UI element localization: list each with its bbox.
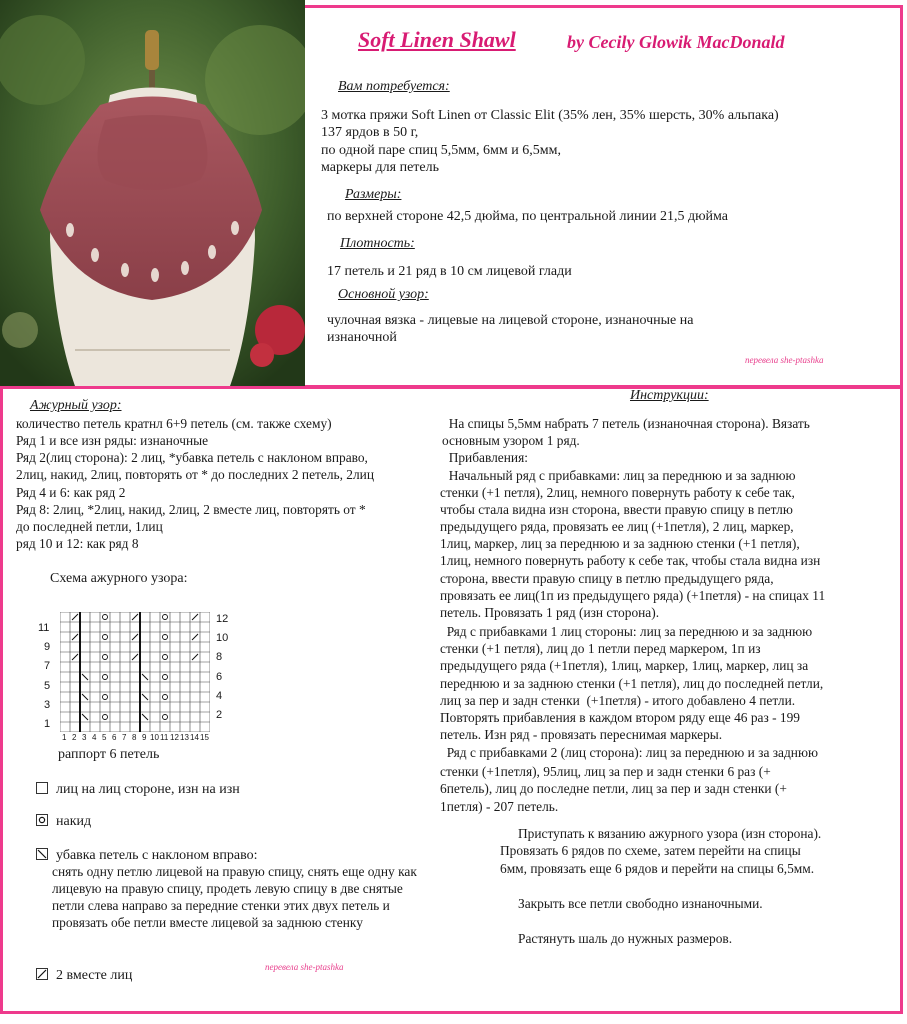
legend-knit-label: лиц на лиц стороне, изн на изн: [56, 782, 240, 797]
chart-row-right-12: 12: [216, 613, 229, 625]
instructions-line-23: 1петля) - 207 петель.: [440, 799, 559, 814]
lace-heading: Ажурный узор:: [30, 398, 122, 413]
ssk-decrease-icon: [36, 848, 48, 860]
lace-line-8: ряд 10 и 12: как ряд 8: [16, 536, 139, 551]
instructions-finish-1: Приступать к вязанию ажурного узора (изн сторона).: [518, 826, 822, 841]
yarn-over-icon: [36, 814, 48, 826]
lace-line-6: Ряд 8: 2лиц, *2лиц, накид, 2лиц, 2 вместе лиц, повторять от *: [16, 502, 366, 517]
instructions-line-22: 6петель), лиц до последне петли, лиц за пер и задн стенки (+: [440, 781, 787, 796]
instructions-line-2: основным узором 1 ряд.: [442, 433, 580, 448]
legend-ssk-detail-3: петли слева направо за передние стенки этих двух петель и: [52, 898, 390, 913]
pattern-author: by Cecily Glowik MacDonald: [567, 32, 785, 52]
instructions-line-17: лиц за пер и задн стенки (+1петля) - итого добавлено 4 петли.: [440, 693, 796, 708]
instructions-close: Закрыть все петли свободно изнаночными.: [518, 896, 763, 911]
gauge-heading: Плотность:: [340, 236, 415, 251]
materials-line-3: по одной паре спиц 5,5мм, 6мм и 6,5мм,: [321, 143, 561, 158]
legend-yo-label: накид: [56, 814, 92, 829]
instructions-line-15: предыдущего ряда (+1петля), 1лиц, маркер, 1лиц, маркер, лиц за: [440, 658, 809, 673]
empty-square-icon: [36, 782, 48, 794]
chart-col-7: 7: [122, 733, 127, 742]
translator-credit-bottom: перевела she-ptashka: [265, 962, 344, 972]
materials-heading: Вам потребуется:: [338, 79, 450, 94]
instructions-finish-2: Провязать 6 рядов по схеме, затем перейти на спицы: [500, 843, 801, 858]
instructions-line-21: стенки (+1петля), 95лиц, лиц за пер и задн стенки 6 раз (+: [440, 764, 771, 779]
instructions-line-1: На спицы 5,5мм набрать 7 петель (изнаночная сторона). Вязать: [442, 416, 810, 431]
instructions-line-19: петель. Изн ряд - провязать переснимая маркеры.: [440, 727, 723, 742]
chart-row-left-5: 5: [44, 680, 51, 692]
lace-line-3: Ряд 2(лиц сторона): 2 лиц, *убавка петель с наклоном вправо,: [16, 450, 368, 465]
chart-row-left-1: 1: [44, 718, 51, 730]
chart-col-9: 9: [142, 733, 147, 742]
legend-ssk-detail-1: снять одну петлю лицевой на правую спицу, снять еще одну как: [52, 864, 417, 879]
legend-item-knit: [36, 781, 240, 798]
chart-col-1: 1: [62, 733, 67, 742]
legend-ssk-detail-2: лицевую на правую спицу, продеть левую спицу в две снятые: [52, 881, 403, 896]
legend-k2tog-label: 2 вместе лиц: [56, 968, 133, 983]
chart-col-4: 4: [92, 733, 97, 742]
instructions-line-4: Начальный ряд с прибавками: лиц за переднюю и за заднюю: [442, 468, 796, 483]
chart-caption: Схема ажурного узора:: [50, 571, 188, 586]
chart-row-left-9: 9: [44, 641, 51, 653]
chart-col-5: 5: [102, 733, 107, 742]
instructions-finish-3: 6мм, провязать еще 6 рядов и перейти на спицы 6,5мм.: [500, 861, 815, 876]
instructions-line-9: 1лиц, немного повернуть работу к себе так, чтобы стала видна изн: [440, 553, 821, 568]
shawl-photo: [0, 0, 305, 386]
instructions-line-10: сторона, ввести правую спицу в петлю предыдущего ряда,: [440, 571, 774, 586]
chart-row-left-7: 7: [44, 660, 51, 672]
chart-col-10: 10: [150, 733, 159, 742]
chart-repeat-label: раппорт 6 петель: [58, 747, 160, 762]
chart-col-6: 6: [112, 733, 117, 742]
legend-item-yo: [36, 813, 91, 830]
lace-line-7: до последней петли, 1лиц: [16, 519, 163, 534]
lace-line-1: количество петель кратнл 6+9 петель (см. также схему): [16, 416, 332, 431]
legend-ssk-label: убавка петель с наклоном вправо:: [56, 848, 258, 863]
chart-row-right-10: 10: [216, 632, 229, 644]
instructions-line-12: петель. Провязать 1 ряд (изн сторона).: [440, 605, 660, 620]
instructions-line-6: чтобы стала видна изн сторона, ввести правую спицу в петлю: [440, 502, 793, 517]
translator-credit-top: перевела she-ptashka: [745, 355, 824, 365]
chart-row-right-2: 2: [216, 709, 223, 721]
lace-line-4: 2лиц, накид, 2лиц, повторять от * до последних 2 петель, 2лиц: [16, 467, 375, 482]
materials-line-1: 3 мотка пряжи Soft Linen от Classic Elit (35% лен, 35% шерсть, 30% альпака): [321, 108, 779, 123]
chart-col-14: 14: [190, 733, 199, 742]
instructions-line-14: стенки (+1 петля), лиц до 1 петли перед маркером, 1п из: [440, 641, 761, 656]
chart-row-right-8: 8: [216, 651, 223, 663]
k2tog-icon: [36, 968, 48, 980]
sizes-heading: Размеры:: [345, 187, 402, 202]
instructions-line-13: Ряд с прибавками 1 лиц стороны: лиц за переднюю и за заднюю: [440, 624, 813, 639]
knitting-chart: [60, 612, 210, 732]
legend-item-ssk: [36, 847, 258, 864]
chart-col-15: 15: [200, 733, 209, 742]
instructions-heading: Инструкции:: [630, 388, 709, 403]
lace-line-2: Ряд 1 и все изн ряды: изнаночные: [16, 433, 209, 448]
main-pattern-heading: Основной узор:: [338, 287, 429, 302]
instructions-line-7: предыдущего ряда, провязать ее лиц (+1петля), 2 лиц, маркер,: [440, 519, 794, 534]
main-pattern-line-2: изнаночной: [327, 330, 397, 345]
materials-line-4: маркеры для петель: [321, 160, 440, 175]
chart-col-11: 11: [160, 733, 169, 742]
instructions-line-18: Повторять прибавления в каждом втором ряду еще 46 раз - 199: [440, 710, 801, 725]
chart-col-8: 8: [132, 733, 137, 742]
main-pattern-line-1: чулочная вязка - лицевые на лицевой стороне, изнаночные на: [327, 313, 694, 328]
chart-col-13: 13: [180, 733, 189, 742]
chart-col-12: 12: [170, 733, 179, 742]
pattern-title: Soft Linen Shawl: [358, 27, 516, 52]
instructions-line-5: стенки (+1 петля), 2лиц, немного повернуть работу к себе так,: [440, 485, 795, 500]
legend-item-k2tog: [36, 967, 132, 984]
instructions-line-11: провязать ее лиц(1п из предыдущего ряда) (+1петля) - на спицах 11: [440, 588, 826, 603]
chart-row-right-4: 4: [216, 690, 223, 702]
chart-col-2: 2: [72, 733, 77, 742]
lace-line-5: Ряд 4 и 6: как ряд 2: [16, 485, 126, 500]
instructions-line-16: переднюю и за заднюю стенки (+1 петля), лиц до последней петли,: [440, 676, 824, 691]
instructions-stretch: Растянуть шаль до нужных размеров.: [518, 931, 733, 946]
chart-row-left-11: 11: [38, 622, 50, 634]
chart-col-3: 3: [82, 733, 87, 742]
sizes-text: по верхней стороне 42,5 дюйма, по центральной линии 21,5 дюйма: [327, 209, 729, 224]
instructions-line-3: Прибавления:: [442, 450, 528, 465]
chart-row-right-6: 6: [216, 671, 223, 683]
gauge-text: 17 петель и 21 ряд в 10 см лицевой глади: [327, 264, 572, 279]
materials-line-2: 137 ярдов в 50 г,: [321, 125, 419, 140]
legend-ssk-detail-4: провязать обе петли вместе лицевой за заднюю стенку: [52, 915, 363, 930]
instructions-line-20: Ряд с прибавками 2 (лиц сторона): лиц за переднюю и за заднюю: [440, 745, 818, 760]
chart-row-left-3: 3: [44, 699, 51, 711]
instructions-line-8: 1лиц, маркер, лиц за переднюю и за заднюю стенки (+1 петля),: [440, 536, 800, 551]
